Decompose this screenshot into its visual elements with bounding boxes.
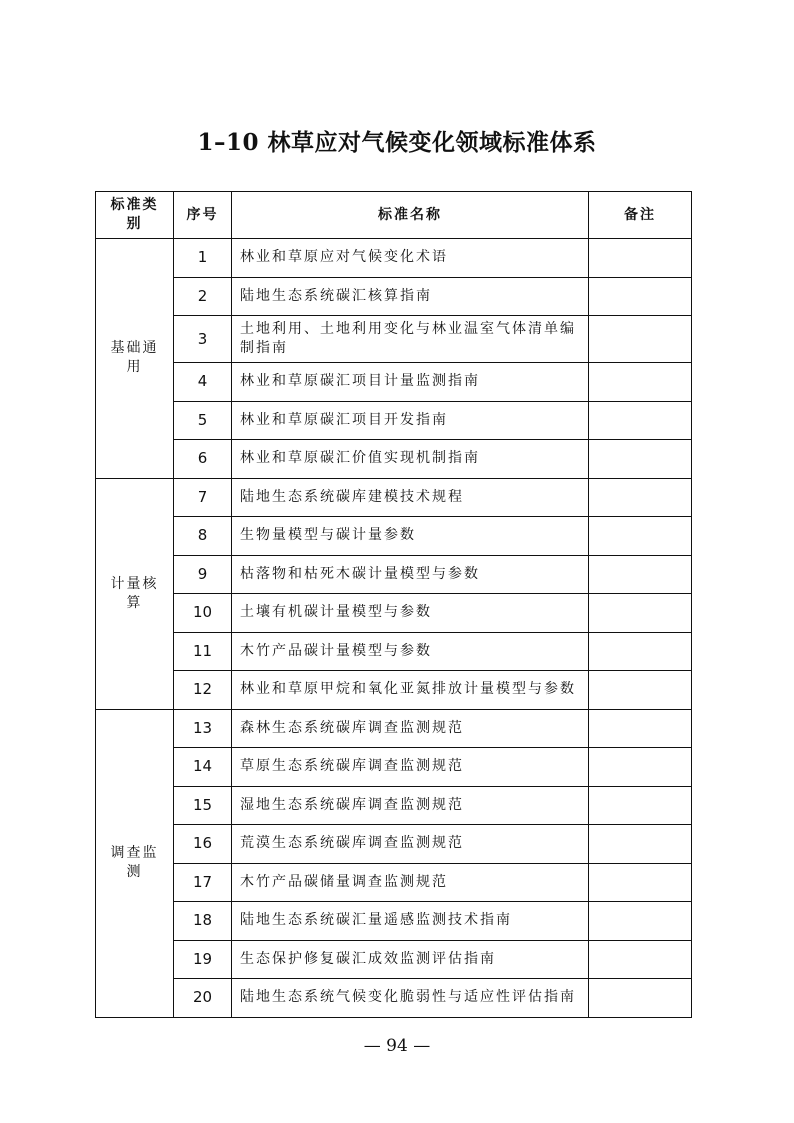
table-row: [96, 363, 692, 402]
number-cell: 17: [174, 863, 232, 902]
table-row: [96, 517, 692, 556]
standard-name-cell: 林业和草原应对气候变化术语: [232, 239, 589, 278]
category-cell: 调查监测: [96, 709, 174, 1017]
standard-name-cell: 草原生态系统碳库调查监测规范: [232, 748, 589, 787]
header-name: 标准名称: [232, 192, 589, 239]
table-row: [96, 632, 692, 671]
number-cell: 10: [174, 594, 232, 633]
note-cell: [589, 940, 692, 979]
table-row: [96, 786, 692, 825]
table-row: [96, 748, 692, 787]
number-cell: 2: [174, 277, 232, 316]
page-title: 1–10 林草应对气候变化领域标准体系: [197, 129, 597, 156]
standard-name-cell: 生态保护修复碳汇成效监测评估指南: [232, 940, 589, 979]
note-cell: [589, 239, 692, 278]
number-cell: 20: [174, 979, 232, 1018]
number-cell: 14: [174, 748, 232, 787]
table-row: [96, 709, 692, 748]
number-cell: 19: [174, 940, 232, 979]
note-cell: [589, 363, 692, 402]
note-cell: [589, 748, 692, 787]
note-cell: [589, 671, 692, 710]
number-cell: 8: [174, 517, 232, 556]
category-cell: 基础通用: [96, 239, 174, 479]
number-cell: 6: [174, 440, 232, 479]
number-cell: 4: [174, 363, 232, 402]
number-cell: 11: [174, 632, 232, 671]
table-row: [96, 863, 692, 902]
note-cell: [589, 440, 692, 479]
table-row: [96, 594, 692, 633]
note-cell: [589, 902, 692, 941]
table-header: [96, 192, 692, 239]
note-cell: [589, 478, 692, 517]
number-cell: 15: [174, 786, 232, 825]
number-cell: 7: [174, 478, 232, 517]
note-cell: [589, 555, 692, 594]
standard-name-cell: 森林生态系统碳库调查监测规范: [232, 709, 589, 748]
note-cell: [589, 316, 692, 363]
table-row: [96, 555, 692, 594]
number-cell: 18: [174, 902, 232, 941]
note-cell: [589, 709, 692, 748]
header-number: 序号: [174, 192, 232, 239]
standards-table: [95, 191, 692, 1018]
number-cell: 16: [174, 825, 232, 864]
standard-name-cell: 木竹产品碳计量模型与参数: [232, 632, 589, 671]
note-cell: [589, 979, 692, 1018]
standard-name-cell: 荒漠生态系统碳库调查监测规范: [232, 825, 589, 864]
table-row: [96, 478, 692, 517]
note-cell: [589, 401, 692, 440]
number-cell: 13: [174, 709, 232, 748]
standard-name-cell: 林业和草原碳汇项目开发指南: [232, 401, 589, 440]
number-cell: 3: [174, 316, 232, 363]
standard-name-cell: 枯落物和枯死木碳计量模型与参数: [232, 555, 589, 594]
note-cell: [589, 863, 692, 902]
standard-name-cell: 土地利用、土地利用变化与林业温室气体清单编制指南: [232, 316, 589, 363]
standard-name-cell: 陆地生态系统碳汇量遥感监测技术指南: [232, 902, 589, 941]
standard-name-cell: 陆地生态系统碳汇核算指南: [232, 277, 589, 316]
standard-name-cell: 林业和草原甲烷和氧化亚氮排放计量模型与参数: [232, 671, 589, 710]
header-category: 标准类别: [96, 192, 174, 239]
table-row: [96, 902, 692, 941]
number-cell: 12: [174, 671, 232, 710]
standard-name-cell: 陆地生态系统碳库建模技术规程: [232, 478, 589, 517]
table-row: [96, 440, 692, 479]
note-cell: [589, 632, 692, 671]
table-row: [96, 825, 692, 864]
number-cell: 5: [174, 401, 232, 440]
category-cell: 计量核算: [96, 478, 174, 709]
number-cell: 1: [174, 239, 232, 278]
table-row: [96, 277, 692, 316]
table-row: [96, 940, 692, 979]
note-cell: [589, 517, 692, 556]
page-number: — 94 —: [363, 1036, 431, 1056]
standard-name-cell: 生物量模型与碳计量参数: [232, 517, 589, 556]
note-cell: [589, 825, 692, 864]
standard-name-cell: 林业和草原碳汇价值实现机制指南: [232, 440, 589, 479]
table-row: [96, 239, 692, 278]
table-row: [96, 671, 692, 710]
standard-name-cell: 湿地生态系统碳库调查监测规范: [232, 786, 589, 825]
note-cell: [589, 786, 692, 825]
table-row: [96, 979, 692, 1018]
table-body: [96, 239, 692, 1018]
number-cell: 9: [174, 555, 232, 594]
standard-name-cell: 林业和草原碳汇项目计量监测指南: [232, 363, 589, 402]
standard-name-cell: 木竹产品碳储量调查监测规范: [232, 863, 589, 902]
standard-name-cell: 陆地生态系统气候变化脆弱性与适应性评估指南: [232, 979, 589, 1018]
standard-name-cell: 土壤有机碳计量模型与参数: [232, 594, 589, 633]
header-row: [96, 192, 692, 239]
note-cell: [589, 277, 692, 316]
header-note: 备注: [589, 192, 692, 239]
table-row: [96, 401, 692, 440]
note-cell: [589, 594, 692, 633]
table-row: [96, 316, 692, 363]
